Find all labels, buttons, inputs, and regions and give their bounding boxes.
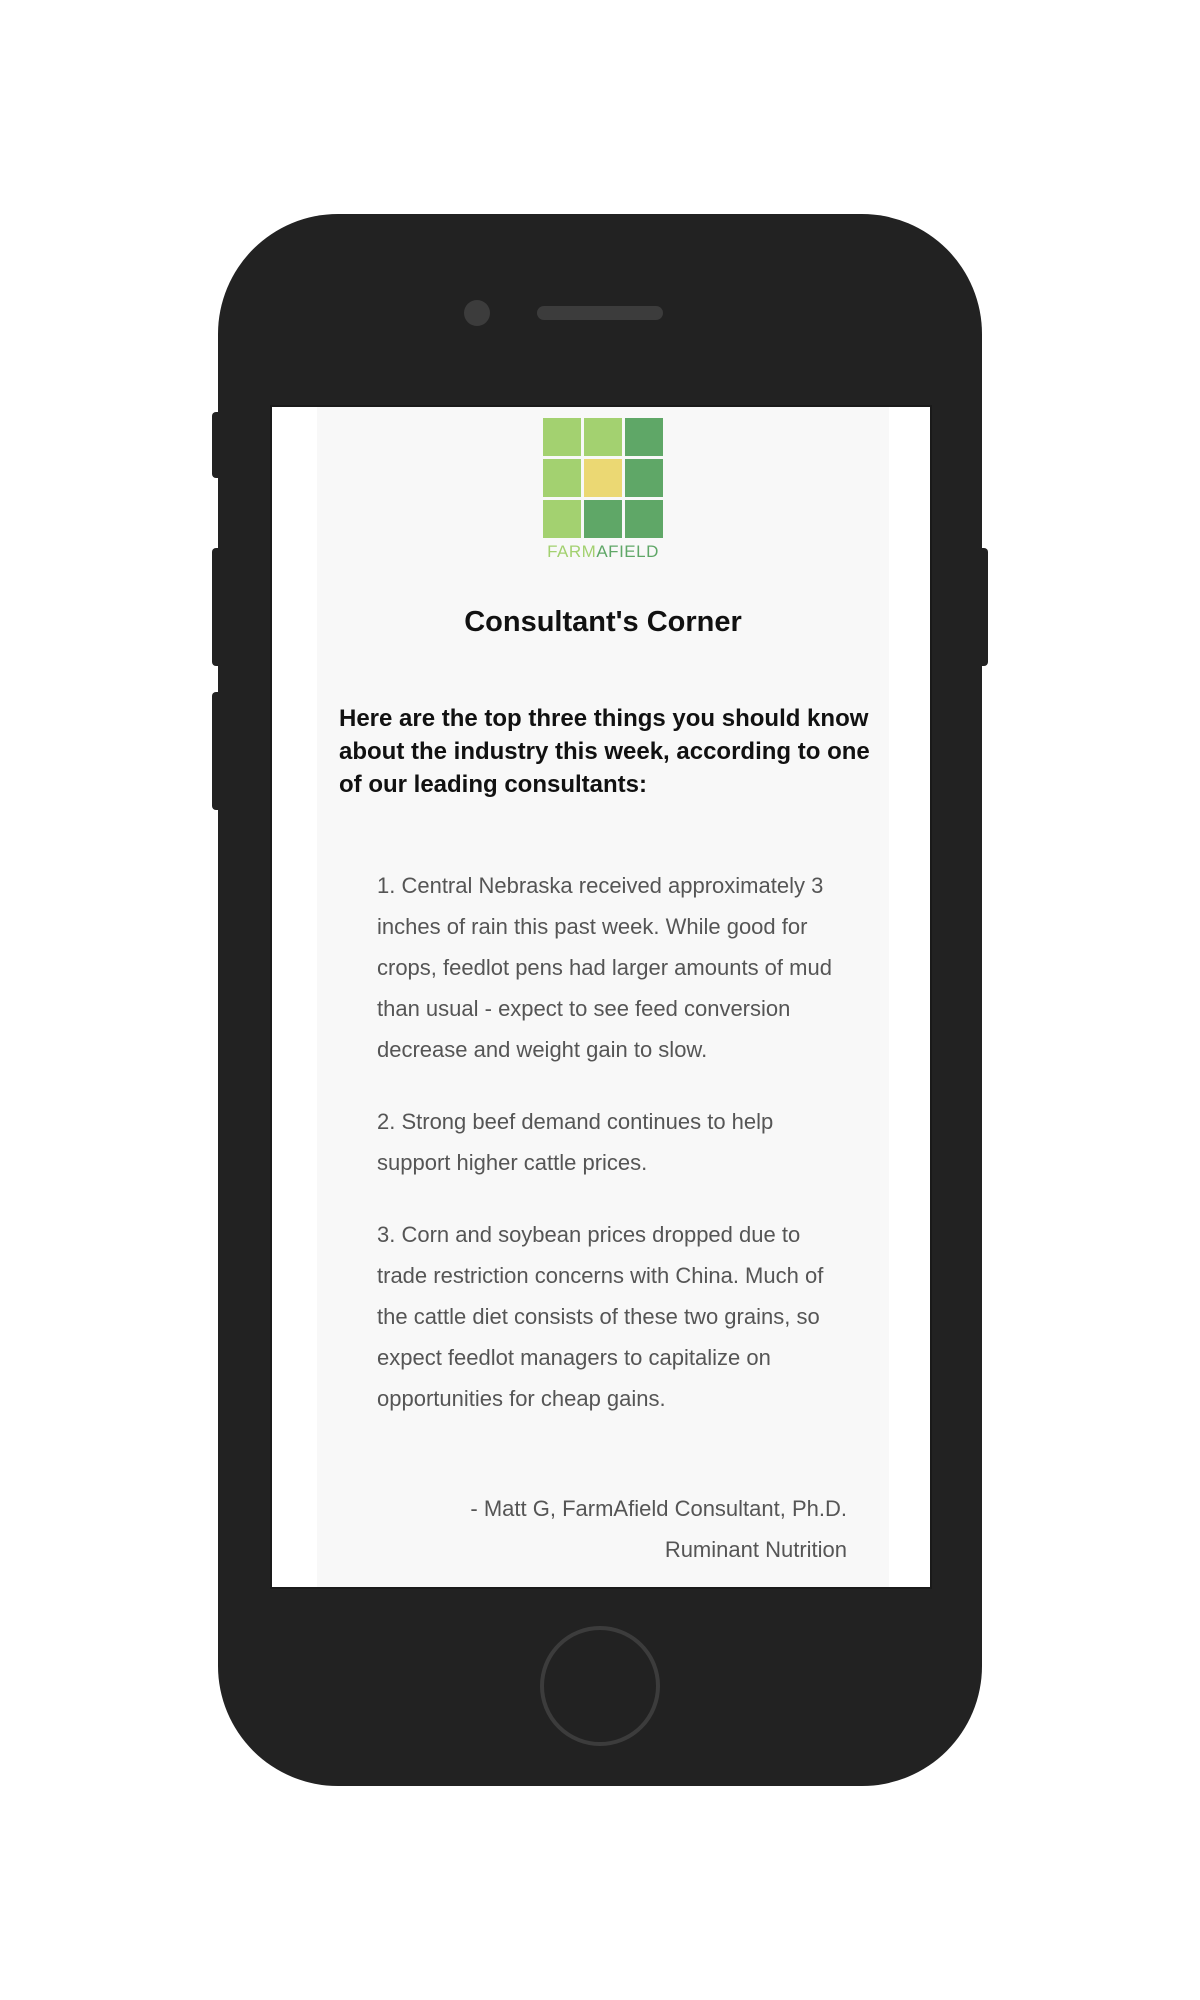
tips-list xyxy=(377,865,847,1450)
logo-tile xyxy=(584,418,622,456)
logo-tile xyxy=(625,418,663,456)
list-item: 2. Strong beef demand continues to help support higher cattle prices. xyxy=(377,1109,774,1175)
phone-screen xyxy=(270,405,932,1589)
earpiece-speaker xyxy=(537,306,663,320)
logo-tile xyxy=(584,500,622,538)
front-camera xyxy=(464,300,490,326)
logo-grid xyxy=(543,418,663,538)
email-body xyxy=(317,407,889,1589)
farmafield-logo xyxy=(541,418,665,562)
email-title: Consultant's Corner xyxy=(464,606,742,638)
logo-tile xyxy=(625,459,663,497)
logo-tile xyxy=(543,418,581,456)
intro-text: Here are the top three things you should know about the industry this week, according to one of our leading consultants: xyxy=(339,705,870,798)
list-item: 1. Central Nebraska received approximately 3 inches of rain this past week. While good for crops, feedlot pens had larger amounts of mud than usual - expect to see feed conversion decrease and weight gain to slow. xyxy=(377,873,832,1062)
logo-tile xyxy=(584,459,622,497)
logo-tile xyxy=(625,500,663,538)
logo-wordmark xyxy=(541,542,665,562)
logo-tile xyxy=(543,500,581,538)
logo-tile xyxy=(543,459,581,497)
home-button[interactable] xyxy=(540,1626,660,1746)
logo-wordmark-afield: AFIELD xyxy=(596,542,659,561)
consultant-signature: - Matt G, FarmAfield Consultant, Ph.D. Ruminant Nutrition xyxy=(470,1496,847,1562)
logo-wordmark-farm: FARM xyxy=(547,542,597,561)
list-item: 3. Corn and soybean prices dropped due to trade restriction concerns with China. Much of the cattle diet consists of these two grains, so expect feedlot managers to capitalize on opportunities for cheap gains. xyxy=(377,1222,824,1411)
